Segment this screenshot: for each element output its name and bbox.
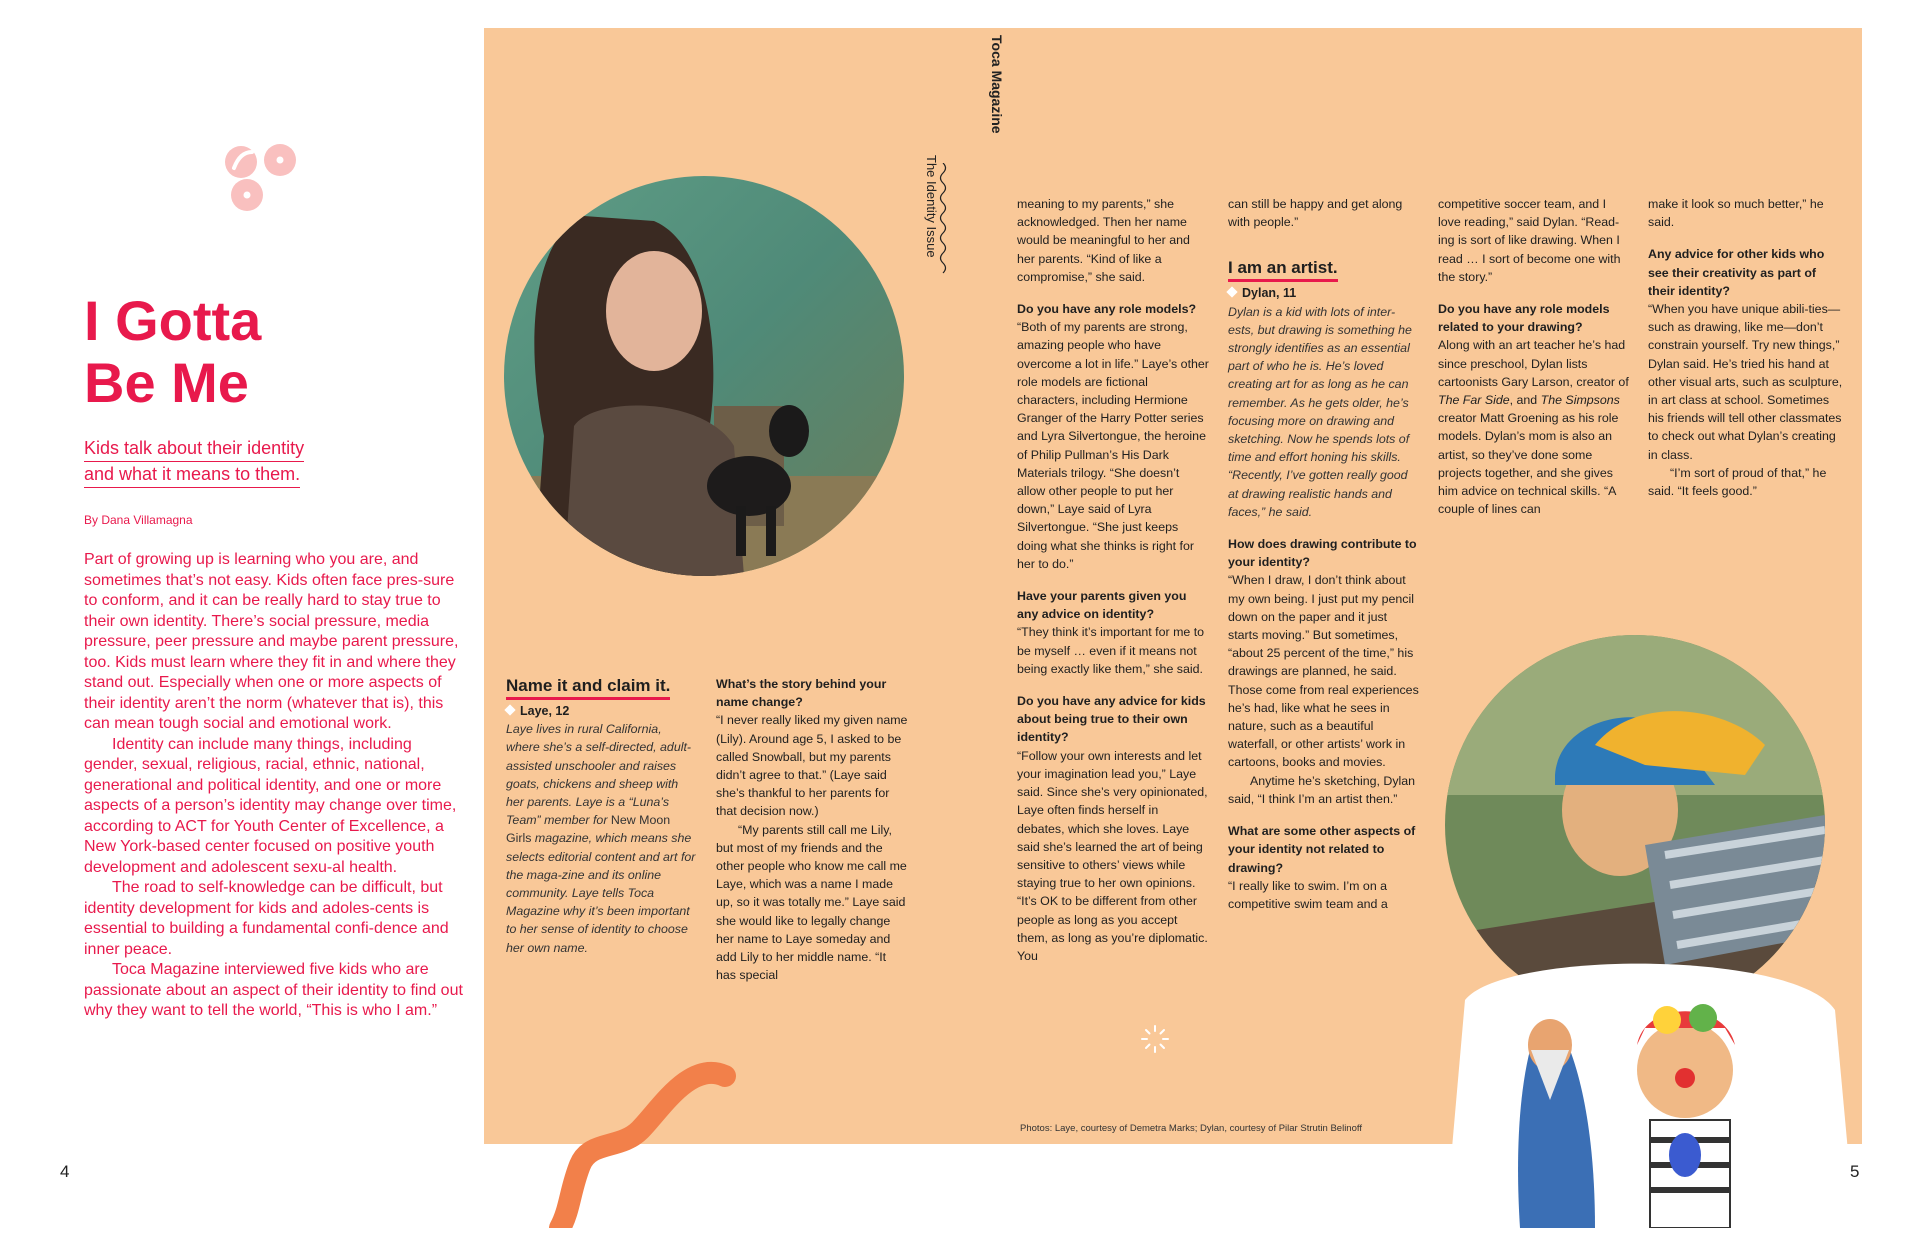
diamond-bullet-icon (1226, 287, 1237, 298)
laye-bio: Laye lives in rural California, where she’s a self-directed, adult-assisted unschooler and raises goats, chickens and sheep with her parents. Laye is a “Luna’s Team” member for New Moon Girls magazine, which means she selects editorial content and art for the maga-zine and its online community. Laye tells Toca Magazine why it’s been important to her sense of identity to choose her own name. (506, 722, 696, 955)
dylan-column-1: can still be happy and get along with people.” I am an artist. Dylan, 11 Dylan is a kid with lots of inter-ests, but drawing is something he strongly identifies as an essential part of who he is. He’s loved creating art for as long as he can remember. As he gets older, he’s focusing more on drawing and sketching. Now he spends lots of time and effort honing his skills. “Recently, I’ve gotten really good at drawing realistic hands and faces,” he said. How does drawing contribute to your identity? “When I draw, I don’t think about my own being. I just put my pencil down on the paper and it just starts moving.” But sometimes, “about 25 percent of the time,” his drawings are planned, he said. Those come from real experiences he’s had, like what he sees in nature, such as a beautiful waterfall, or other artists’ work in cartoons, books and movies. Anytime he’s sketching, Dylan said, “I think I’m an artist then.” What are some other aspects of your identity not related to drawing? “I really like to swim. I’m on a competitive swim team and a (1228, 197, 1419, 911)
article-title: I Gotta Be Me (84, 289, 262, 414)
laye-intro-column (506, 675, 696, 957)
dylan-column-3: make it look so much better,” he said. Any advice for other kids who see their creativity as part of their identity? “When you have unique abili-ties—such as drawing, like me—don’t constrain yourself. Try new things,” Dylan said. He’s tried his hand at other visual arts, such as sculpture, in art class at school. Sometimes his friends will tell other classmates to check out what Dylan’s creating in class. “I’m sort of proud of that,” he said. “It feels good.” (1648, 197, 1843, 499)
laye-column-2: What’s the story behind your name change? “I never really liked my given name (Lily). Around age 5, I asked to be called Snowball, but my parents didn’t agree to that.” (Laye said she’s thankful to her parents for that decision now.) “My parents still call me Lily, but most of my friends and the other people who know me call me Laye, which was a name I made up, so it was totally me.” Laye said she would like to legally change her name to Laye someday and add Lily to her middle name. “It has special (716, 677, 908, 983)
dylan-subhead: I am an artist. (1228, 257, 1338, 282)
laye-photo (504, 176, 904, 576)
byline: By Dana Villamagna (84, 513, 193, 527)
issue-name: The Identity Issue (924, 155, 939, 258)
diamond-bullet-icon (504, 704, 515, 715)
bubbles-icon (222, 140, 302, 212)
intro-text: Part of growing up is learning who you are, and sometimes that’s not easy. Kids often face pres-sure to conform, and it can be really hard to stay true to their own identity. There’s social pressure, media pressure, peer pressure and maybe parent pressure, too. Kids must learn where they fit in and where they stand out. Especially when one or more aspects of their identity aren’t the norm (whatever that is), this can mean tough social and emotional work. Identity can include many things, including gender, sexual, religious, racial, ethnic, national, generational and political identity, and one or more aspects of a person’s identity may change over time, according to ACT for Youth Center of Excellence, a New York-based center focused on positive youth development and adolescent sexu-al health. The road to self-knowledge can be difficult, but identity development for kids and adoles-cents is essential to building a fundamental confi-dence and inner peace. Toca Magazine interviewed five kids who are passionate about an aspect of their identity to find out why they want to tell the world, “This is who I am.” (84, 551, 463, 1019)
dylan-drawing (1445, 950, 1855, 1228)
spinner-icon (1140, 1024, 1170, 1054)
orange-squiggle (540, 1060, 740, 1228)
photo-credit: Photos: Laye, courtesy of Demetra Marks; Dylan, courtesy of Pilar Strutin Belinoff (1020, 1123, 1362, 1134)
dylan-tag: Dylan, 11 (1228, 284, 1420, 302)
squiggle-divider (938, 163, 948, 275)
magazine-name: Toca Magazine (989, 35, 1005, 134)
laye-tag: Laye, 12 (506, 702, 696, 720)
page-number-left: 4 (60, 1162, 70, 1181)
laye-column-3: meaning to my parents,” she acknowledged. Then her name would be meaningful to her and her parents. “Kind of like a compromise,” she said. Do you have any role models? “Both of my parents are strong, amazing people who have overcome a lot in life.” Laye’s other role models are fictional characters, including Hermione Granger of the Harry Potter series and Lyra Silvertongue, the heroine of Philip Pullman’s His Dark Materials trilogy. “She doesn’t allow other people to put her down,” Laye said of Lyra Silvertongue. “She just keeps doing what she thinks is right for her to do.” Have your parents given you any advice on identity? “They think it’s important for me to be myself … even if it means not being exactly like them,” she said. Do you have any advice for kids about being true to their own identity? “Follow your own interests and let your imagination lead you,” Laye said. Since she’s very opinionated, Laye often finds herself in debates, which she loves. Laye said she’s learned the art of being sensitive to others’ views while staying true to her own opinions. “It’s OK to be different from other people as long as you accept them, as long as you’re diplomatic. You (1017, 197, 1209, 963)
article-subtitle: Kids talk about their identity and what it means to them. (84, 436, 344, 488)
dylan-column-2: competitive soccer team, and I love reading,” said Dylan. “Read-ing is sort of like drawing. When I read … I sort of become one with the story.” Do you have any role models related to your drawing? Along with an art teacher he’s had since preschool, Dylan lists cartoonists Gary Larson, creator of The Far Side, and The Simpsons creator Matt Groening as his role models. Dylan’s mom is also an artist, so they’ve done some projects together, and she gives him advice on technical skills. “A couple of lines can (1438, 197, 1629, 517)
page-number-right: 5 (1850, 1162, 1860, 1181)
laye-subhead: Name it and claim it. (506, 675, 670, 700)
